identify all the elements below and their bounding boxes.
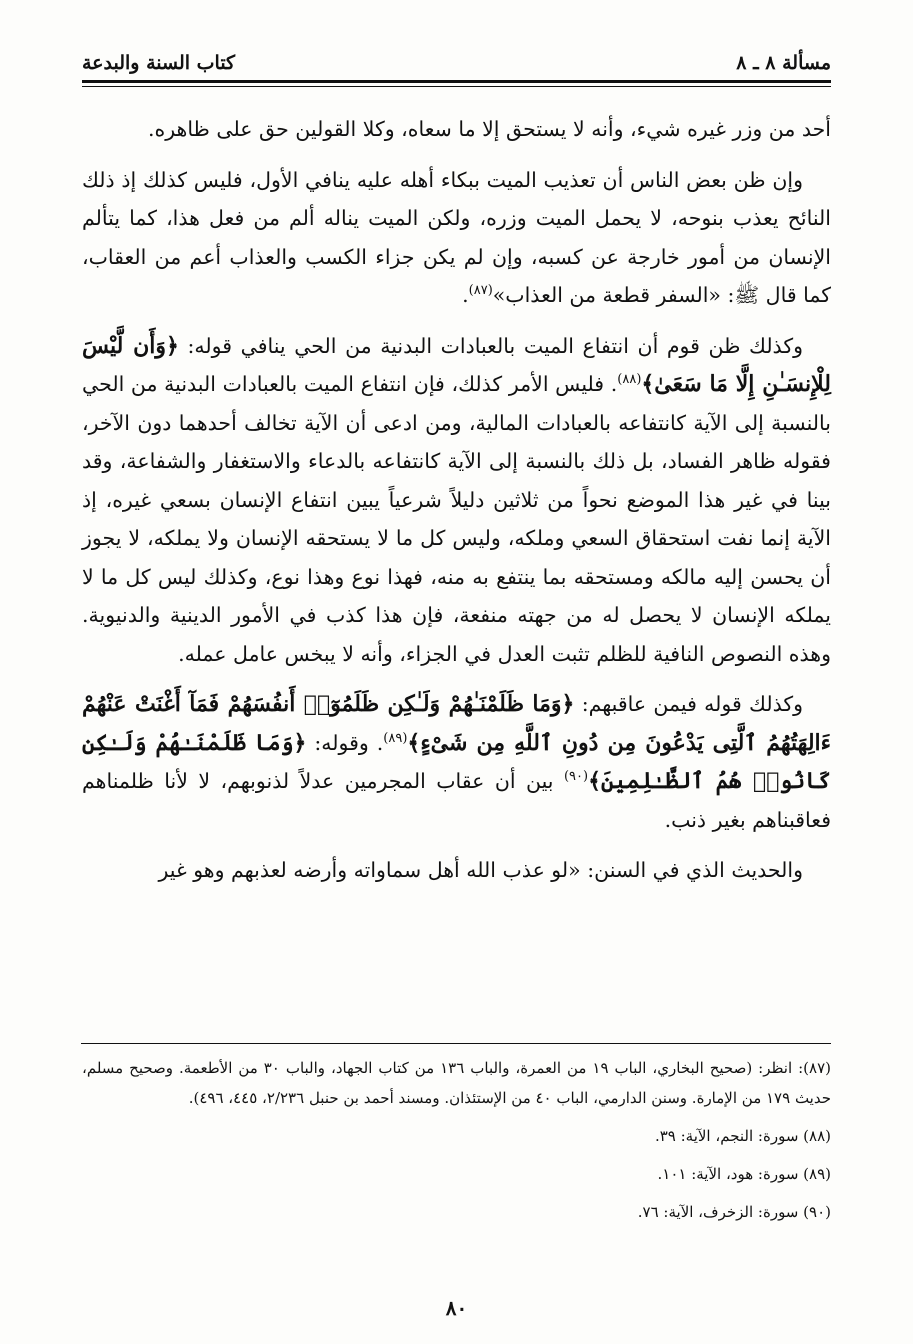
quran-verse-zukhruf: ﴿وَمَا ظَلَمْنَـٰهُمْ وَلَـٰكِن كَانُوا۟ هُمُ ٱلظَّـٰلِمِينَ﴾ (82, 729, 831, 794)
header-issue-number: مسألة ٨ ـ ٨ (736, 52, 831, 74)
paragraph-5 (82, 851, 831, 890)
main-text (82, 110, 831, 902)
footnote-ref-87: (٨٧) (468, 283, 493, 299)
footnote-89: (٨٩) سورة: هود، الآية: ١٠١. (657, 1165, 831, 1183)
quran-verse-hud: ﴿وَمَا ظَلَمْنَـٰهُمْ وَلَـٰكِن ظَلَمُوٓا۟ أَنفُسَهُمْ فَمَآ أَغْنَتْ عَنْهُمْ ءَالِهَتُهُمُ ٱلَّتِى يَدْعُونَ مِن دُونِ ٱللَّهِ مِن شَىْءٍ﴾ (82, 691, 831, 756)
header-rule-thin (82, 86, 831, 87)
page-number: ٨٠ (445, 1296, 468, 1320)
paragraph-1-text: أحد من وزر غيره شيء، وأنه لا يستحق إلا ما سعاه، وكلا القولين حق على ظاهره. (147, 117, 831, 141)
paragraph-5-text: والحديث الذي في السنن: «لو عذب الله أهل سماواته وأرضه لعذبهم وهو غير (158, 858, 803, 882)
footnote-separator (81, 1043, 831, 1044)
paragraph-4-body: بين أن عقاب المجرمين عدلاً لذنوبهم، لا لأنا ظلمناهم فعاقبناهم بغير ذنب. (82, 769, 831, 832)
paragraph-2-end: . (462, 283, 469, 307)
paragraph-3-body: . فليس الأمر كذلك، فإن انتفاع الميت بالعبادات البدنية من الحي بالنسبة إلى الآية كانتفاعه بالعبادات المالية، ومن ادعى أن الآية تخالف أحدهما دون الآخر، فقوله ظاهر الفساد، بل ذلك بالنسبة إلى الآية كانتفاعه بالدعاء والاستغفار والشفاعة، وقد بينا في غير هذا الموضع نحواً من ثلاثين دليلاً شرعياً يبين انتفاع الإنسان بسعي غيره، إذ الآية إنما نفت استحقاق السعي وملكه، وليس كل ما لا يستحقه الإنسان ولا يملكه، لا يجوز أن يحسن إليه مالكه ومستحقه بما ينتفع به منه، فهذا نوع وهذا نوع، وكذلك ليس كل ما لا يملكه الإنسان لا يحصل له من جهته منفعة، فإن هذا كذب في الأمور الدينية والدنيوية. وهذه النصوص النافية للظلم تثبت العدل في الجزاء، وأنه لا يبخس عامل عمله. (82, 372, 831, 666)
paragraph-2 (82, 161, 831, 315)
header-book-title: كتاب السنة والبدعة (82, 52, 236, 74)
footnote-87: (٨٧): انظر: (صحيح البخاري، الباب ١٩ من العمرة، والباب ١٣٦ من كتاب الجهاد، والباب ٣٠ من الأطعمة. وصحيح مسلم، حديث ١٧٩ من الإمارة. وسنن الدارمي، الباب ٤٠ من الإستئذان. ومسند أحمد بن حنبل ٢/٢٣٦، ٤٤٥، ٤٩٦). (82, 1059, 831, 1107)
paragraph-3 (82, 327, 831, 674)
footnote-90: (٩٠) سورة: الزخرف، الآية: ٧٦. (637, 1203, 831, 1221)
paragraph-1 (82, 110, 831, 149)
paragraph-2-text: وإن ظن بعض الناس أن تعذيب الميت ببكاء أهله عليه ينافي الأول، فليس كذلك إذ ذلك النائح يعذب بنوحه، لا يحمل الميت وزره، ولكن الميت يناله ألم من فعل هذا، كما يتألم الإنسان من أمور خارجة عن كسبه، وإن لم يكن جزاء الكسب والعذاب أعم من العقاب، كما قال ﷺ: «السفر قطعة من العذاب» (82, 167, 831, 307)
running-header (82, 44, 831, 74)
paragraph-4-connector: . وقوله: (314, 730, 384, 755)
footnotes (82, 1053, 831, 1235)
footnote-88: (٨٨) سورة: النجم، الآية: ٣٩. (654, 1127, 831, 1145)
footnote-ref-88: (٨٨) (617, 372, 642, 388)
paragraph-3-lead: وكذلك ظن قوم أن انتفاع الميت بالعبادات البدنية من الحي ينافي قوله: (187, 333, 803, 358)
quran-verse-najm: ﴿وَأَن لَّيْسَ لِلْإِنسَـٰنِ إِلَّا مَا سَعَىٰ﴾ (82, 332, 831, 397)
footnote-ref-90: (٩٠) (563, 769, 589, 785)
paragraph-4-lead: وكذلك قوله فيمن عاقبهم: (581, 692, 803, 716)
header-rule-thick (82, 80, 831, 83)
footnote-ref-89: (٨٩) (383, 730, 408, 746)
paragraph-4 (82, 685, 831, 839)
